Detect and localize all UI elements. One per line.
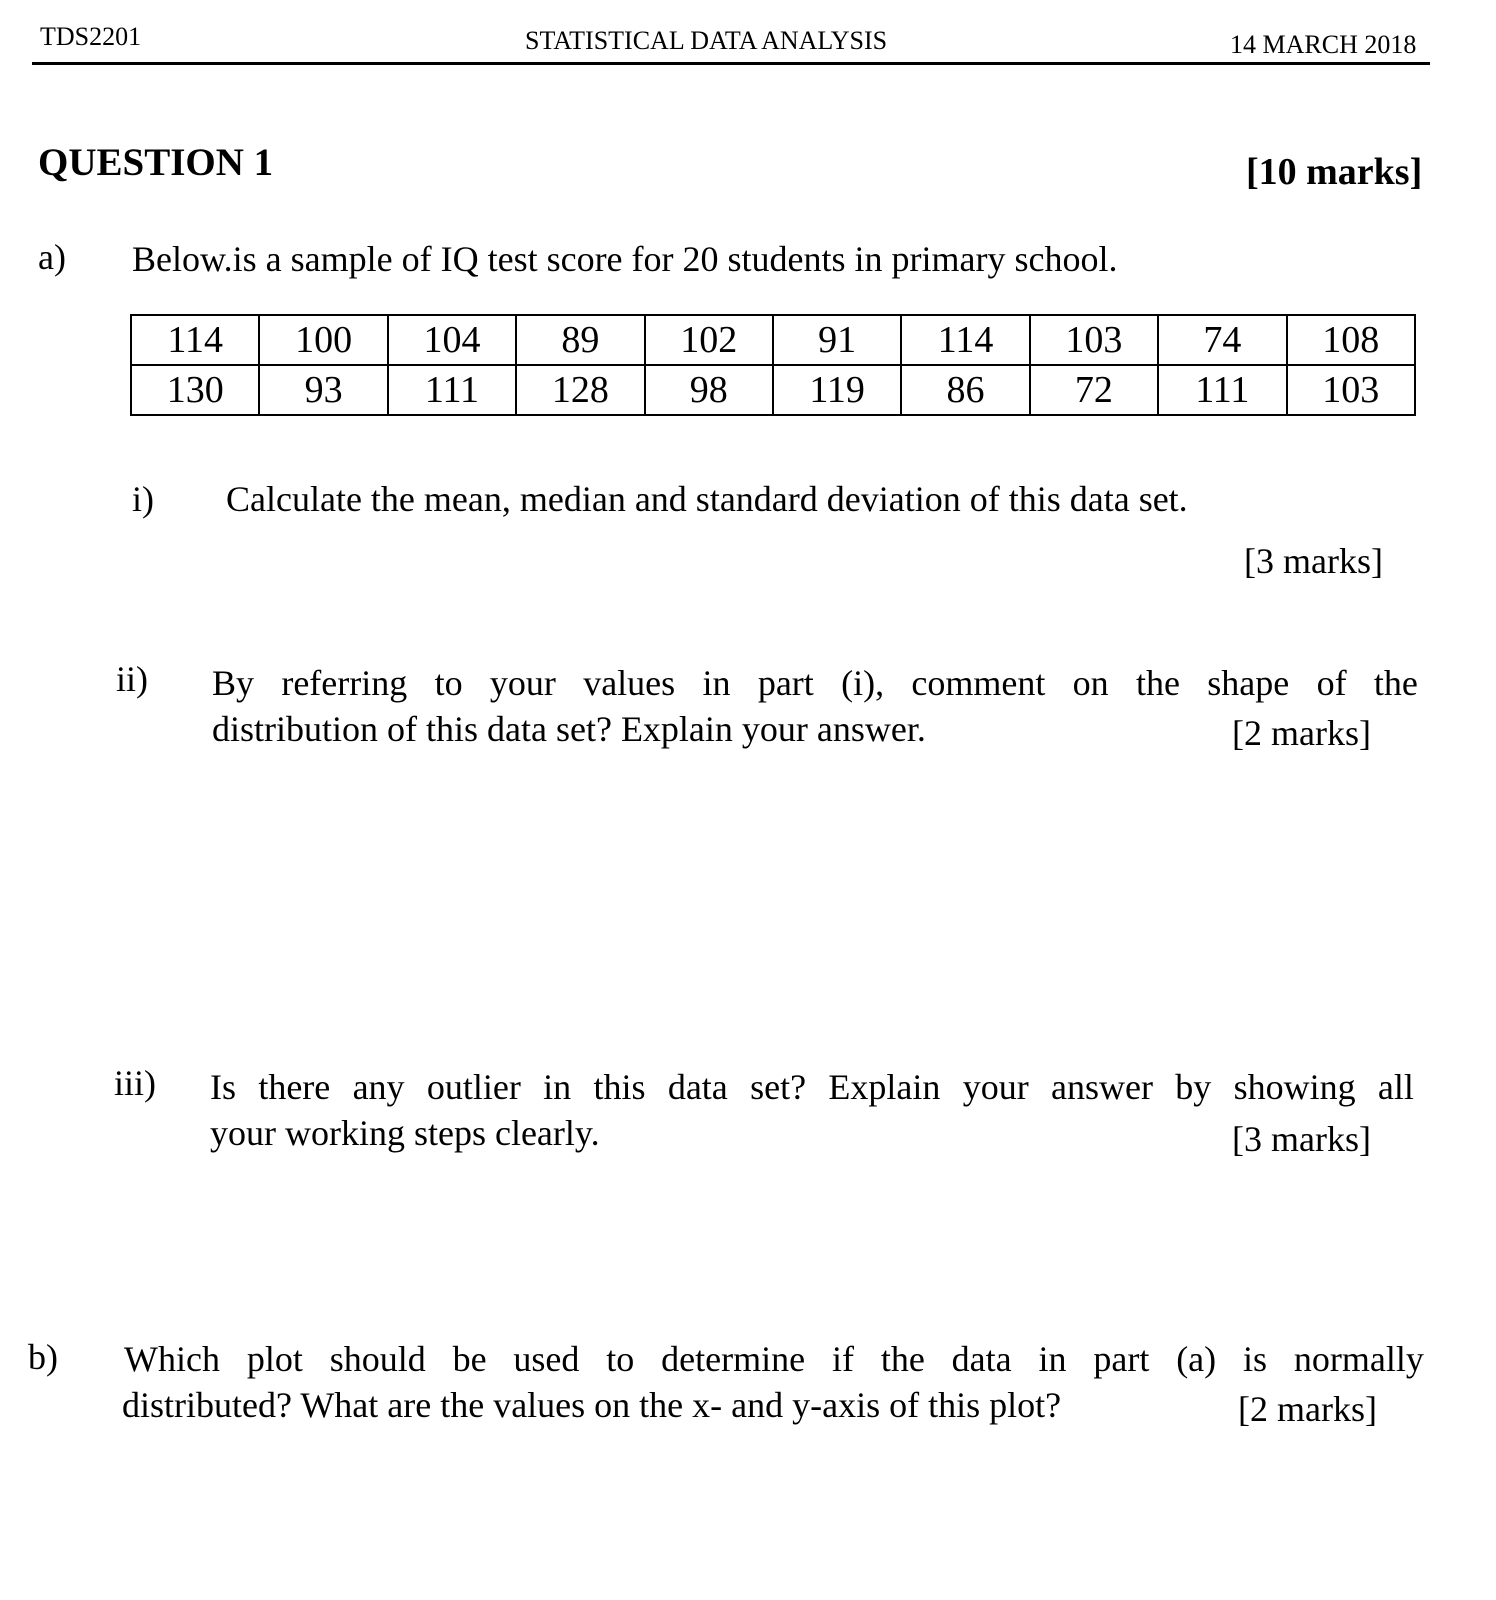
word: the [880,1339,925,1379]
table-cell: 100 [259,315,387,365]
word: is [1243,1339,1268,1379]
word: used [513,1339,580,1379]
word: (a) [1176,1339,1217,1379]
part-a-label: a) [38,237,66,277]
word: Which [124,1339,220,1379]
word: if [831,1339,854,1379]
table-cell: 111 [1158,365,1286,415]
sub-i-text: Calculate the mean, median and standard deviation of this data set. [226,479,1188,519]
word: answer [1051,1067,1153,1107]
sub-ii-text-line2: distribution of this data set? Explain your answer. [212,709,926,749]
table-cell: 74 [1158,315,1286,365]
table-row [131,315,1415,365]
word: on [1072,663,1109,703]
exam-date: 14 MARCH 2018 [1230,30,1417,59]
word: shape [1207,663,1290,703]
word: referring [281,663,408,703]
word: the [1135,663,1180,703]
sub-iii-text-line1 [210,1066,1414,1108]
sub-iii-text-line2: your working steps clearly. [210,1113,600,1153]
word: plot [246,1339,303,1379]
word: to [606,1339,635,1379]
question-title: QUESTION 1 [38,141,274,184]
table-cell: 89 [516,315,644,365]
sub-i-marks: [3 marks] [1244,541,1383,581]
question-marks: [10 marks] [1246,151,1423,193]
table-cell: 114 [901,315,1029,365]
word: should [329,1339,426,1379]
sub-ii-text-line1 [212,662,1418,704]
word: part [757,663,814,703]
table-cell: 111 [388,365,516,415]
table-cell: 128 [516,365,644,415]
word: outlier [426,1067,521,1107]
word: this [593,1067,646,1107]
word: be [452,1339,487,1379]
word: determine [661,1339,806,1379]
table-cell: 108 [1287,315,1415,365]
word: your [489,663,556,703]
word: your [962,1067,1029,1107]
word: data [667,1067,728,1107]
table-cell: 130 [131,365,259,415]
word: the [1373,663,1418,703]
table-cell: 114 [131,315,259,365]
part-a-text: Below.is a sample of IQ test score for 20 students in primary school. [132,239,1118,279]
word: (i), [841,663,885,703]
word: by [1175,1067,1212,1107]
word: all [1377,1067,1414,1107]
word: comment [911,663,1046,703]
word: set? [750,1067,807,1107]
word: there [258,1067,331,1107]
word: showing [1233,1067,1356,1107]
table-cell: 119 [773,365,901,415]
word: Explain [828,1067,941,1107]
table-cell: 98 [645,365,773,415]
iq-score-table [130,314,1416,416]
word: in [702,663,731,703]
word: Is [210,1067,236,1107]
word: in [1038,1339,1067,1379]
table-cell: 102 [645,315,773,365]
sub-i-label: i) [132,479,154,519]
table-cell: 103 [1287,365,1415,415]
header-rule [32,62,1430,65]
part-b-text-line2: distributed? What are the values on the x- and y-axis of this plot? [122,1385,1062,1425]
word: data [951,1339,1012,1379]
table-cell: 104 [388,315,516,365]
table-cell: 86 [901,365,1029,415]
table-cell: 72 [1030,365,1158,415]
word: of [1316,663,1347,703]
sub-ii-label: ii) [116,659,148,699]
word: in [543,1067,572,1107]
word: part [1093,1339,1150,1379]
word: values [583,663,676,703]
table-row [131,365,1415,415]
word: to [434,663,463,703]
table-cell: 91 [773,315,901,365]
sub-iii-marks: [3 marks] [1232,1119,1371,1159]
sub-iii-label: iii) [114,1063,156,1103]
word: By [212,663,255,703]
word: normally [1293,1339,1424,1379]
course-title: STATISTICAL DATA ANALYSIS [525,26,888,55]
part-b-marks: [2 marks] [1238,1389,1377,1429]
table-cell: 93 [259,365,387,415]
part-b-text-line1 [124,1338,1424,1380]
word: any [352,1067,405,1107]
part-b-label: b) [28,1337,58,1377]
sub-ii-marks: [2 marks] [1232,713,1371,753]
course-code: TDS2201 [40,22,142,51]
table-cell: 103 [1030,315,1158,365]
